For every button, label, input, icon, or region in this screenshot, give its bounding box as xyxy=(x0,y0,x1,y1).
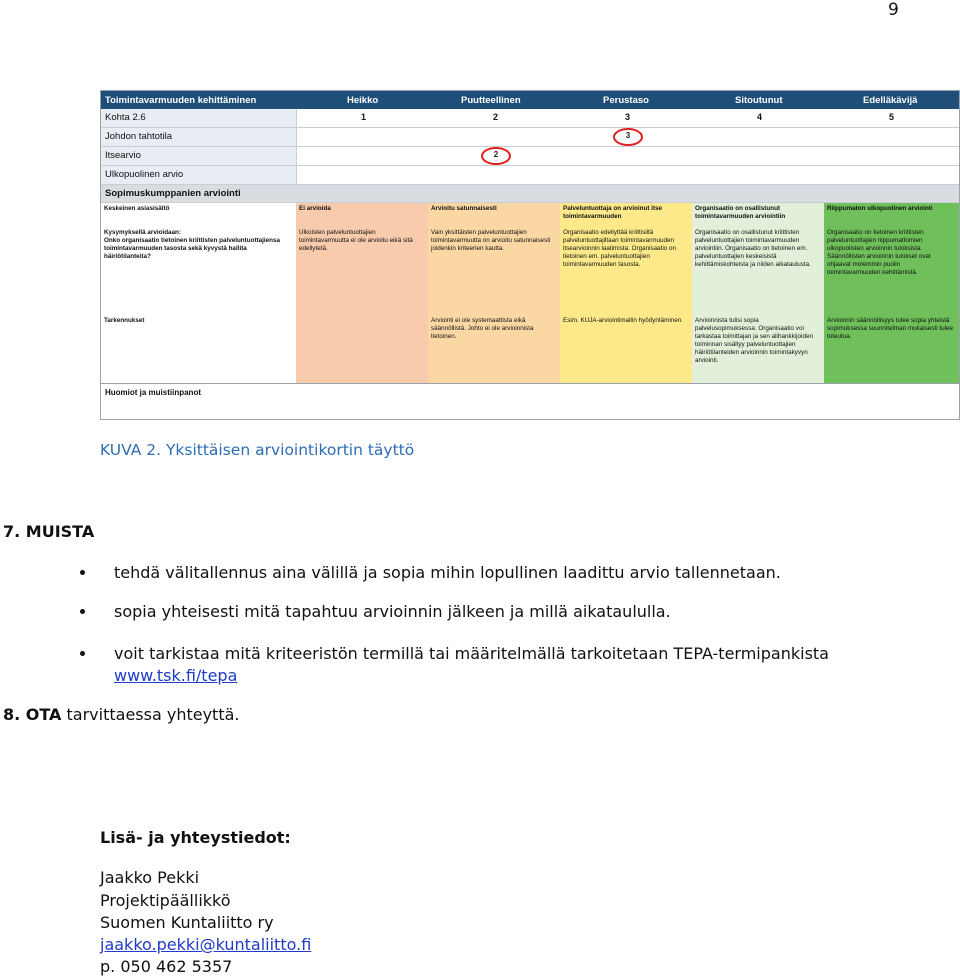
cell-body: Organisaatio edellyttää kriittisiltä palveluntuottajiltaan toimintavarmuuden itsearvioinnin laatimista. Organisaatio on tietoinen em. palveluntuottajien toimintavarmuuden tasosta. xyxy=(563,229,677,268)
section-8-rest: tarvittaessa yhteyttä. xyxy=(61,705,240,724)
bullet-icon xyxy=(80,651,85,656)
row-johdon-tahtotila xyxy=(101,128,959,147)
contact-title: Lisä- ja yhteystiedot: xyxy=(100,828,291,847)
section-label: Sopimuskumppanien arviointi xyxy=(105,188,241,199)
level-number-2: 2 xyxy=(493,112,499,122)
level-number-5: 5 xyxy=(889,112,895,122)
header-title: Toimintavarmuuden kehittäminen xyxy=(105,95,257,106)
level-column-4 xyxy=(692,203,824,383)
left-column xyxy=(101,203,296,383)
cell-head: Ei arvioida xyxy=(299,205,331,212)
row-ulkopuolinen-arvio xyxy=(101,166,959,185)
page-number: 9 xyxy=(888,0,899,20)
cell-tarkennus: Arviointi ei ole systemaattista eikä säännöllistä. Johto ei ole arvioinnista tietoinen. xyxy=(431,317,534,340)
bullet-text: voit tarkistaa mitä kriteeristön termillä tai määritelmällä tarkoitetaan TEPA-termipankista xyxy=(114,644,829,663)
assessment-card-figure xyxy=(100,90,960,420)
cell-tarkennus: Arvioinnista tulisi sopia palvelusopimuksessa. Organisaatio voi tarkastaa toimittajan ja sen alihankkijoiden toiminnan sisältyy palveluntuottajien häiriötilanteiden arvioinnin toimintakyvyn arviointi. xyxy=(695,317,813,364)
cell-tarkennus: Esim. KUJA-arviointimallin hyödyntäminen. xyxy=(563,317,684,324)
cell-body: Organisaatio on osallistunut kriittisten palveluntuottajien toimintavarmuuden arviointiin. Organisaatio on tietoinen em. palveluntuottajien keskeisistä kehittämiskohteista ja niiden aikataulusta. xyxy=(695,229,811,268)
level-puutteellinen: Puutteellinen xyxy=(461,95,521,106)
circled-level-mark: 3 xyxy=(613,128,643,146)
criteria-grid xyxy=(101,203,959,383)
level-number-4: 4 xyxy=(757,112,763,122)
tarkennukset-label: Tarkennukset xyxy=(104,317,145,324)
level-heikko: Heikko xyxy=(347,95,379,106)
table-header xyxy=(101,91,959,109)
level-number-1: 1 xyxy=(361,112,367,122)
cell-head: Palveluntuottaja on arvioinut itse toimintavarmuuden xyxy=(563,205,663,220)
cell-body: Ulkoisten palveluntuottajien toimintavarmuutta ei ole arvioitu eikä sitä edellytetä. xyxy=(299,229,413,252)
row-label: Johdon tahtotila xyxy=(105,131,173,142)
tepa-link[interactable]: www.tsk.fi/tepa xyxy=(114,666,238,685)
notes-label: Huomiot ja muistiinpanot xyxy=(105,388,201,397)
contact-role: Projektipäällikkö xyxy=(100,891,231,910)
bullet-icon xyxy=(80,609,85,614)
level-column-2 xyxy=(428,203,560,383)
level-column-3 xyxy=(560,203,692,383)
bullet-text: sopia yhteisesti mitä tapahtuu arvioinnin jälkeen ja millä aikataululla. xyxy=(114,602,671,621)
kysymys-block: Kysymyksellä arvioidaan: Onko organisaatio tietoinen kriittisten palveluntuottajiensa toimintavarmuuden tasosta sekä kyvystä hallita häiriötilanteita? xyxy=(104,229,280,260)
section-8-heading xyxy=(3,705,239,724)
notes-row xyxy=(101,383,959,420)
row-label: Ulkopuolinen arvio xyxy=(105,169,184,180)
row-label: Itsearvio xyxy=(105,150,141,161)
level-column-5 xyxy=(824,203,959,383)
section-8-bold: 8. OTA xyxy=(3,705,62,724)
keskeinen-label: Keskeinen asiasisältö xyxy=(104,205,170,212)
row-itsearvio xyxy=(101,147,959,166)
level-perustaso: Perustaso xyxy=(603,95,649,106)
cell-head: Riippumaton ulkopuolinen arviointi xyxy=(827,205,933,212)
contact-phone: p. 050 462 5357 xyxy=(100,957,233,976)
level-number-3: 3 xyxy=(625,112,631,122)
cell-tarkennus: Arvioinnin säännöllisyys tulee sopia yhteistä sopimuksessa suunnitelman mukaisesti tulee toteutua. xyxy=(827,317,953,340)
cell-body: Vain yksittäisten palveluntuottajien toimintavarmuutta on arvioitu satunnaisesti joidenkin kriteerien kautta. xyxy=(431,229,551,252)
row-kohta xyxy=(101,109,959,128)
row-section-sopimuskumppanit xyxy=(101,185,959,203)
contact-name: Jaakko Pekki xyxy=(100,868,200,887)
contact-email-link[interactable]: jaakko.pekki@kuntaliitto.fi xyxy=(100,935,312,954)
row-label: Kohta 2.6 xyxy=(105,112,146,123)
cell-body: Organisaatio on tietoinen kriittisten palveluntuottajien riippumattomien ulkopuolisten arvioinnin tuloksista. Säännöllisten arvioinnin tulokset ovat ohjaavat molemmin puolin toimintavarmuuden kehittämistä. xyxy=(827,229,931,276)
circled-level-mark: 2 xyxy=(481,147,511,165)
bullet-text: tehdä välitallennus aina välillä ja sopia mihin lopullinen laadittu arvio tallennetaan. xyxy=(114,563,781,582)
cell-head: Organisaatio on osallistunut toimintavarmuuden arviointiin xyxy=(695,205,786,220)
level-edellakavija: Edelläkävijä xyxy=(863,95,918,106)
contact-org: Suomen Kuntaliitto ry xyxy=(100,913,274,932)
cell-head: Arvioitu satunnaisesti xyxy=(431,205,497,212)
figure-caption: KUVA 2. Yksittäisen arviointikortin täyttö xyxy=(100,441,415,459)
level-column-1 xyxy=(296,203,428,383)
level-sitoutunut: Sitoutunut xyxy=(735,95,783,106)
bullet-icon xyxy=(80,570,85,575)
section-7-heading: 7. MUISTA xyxy=(3,522,95,541)
